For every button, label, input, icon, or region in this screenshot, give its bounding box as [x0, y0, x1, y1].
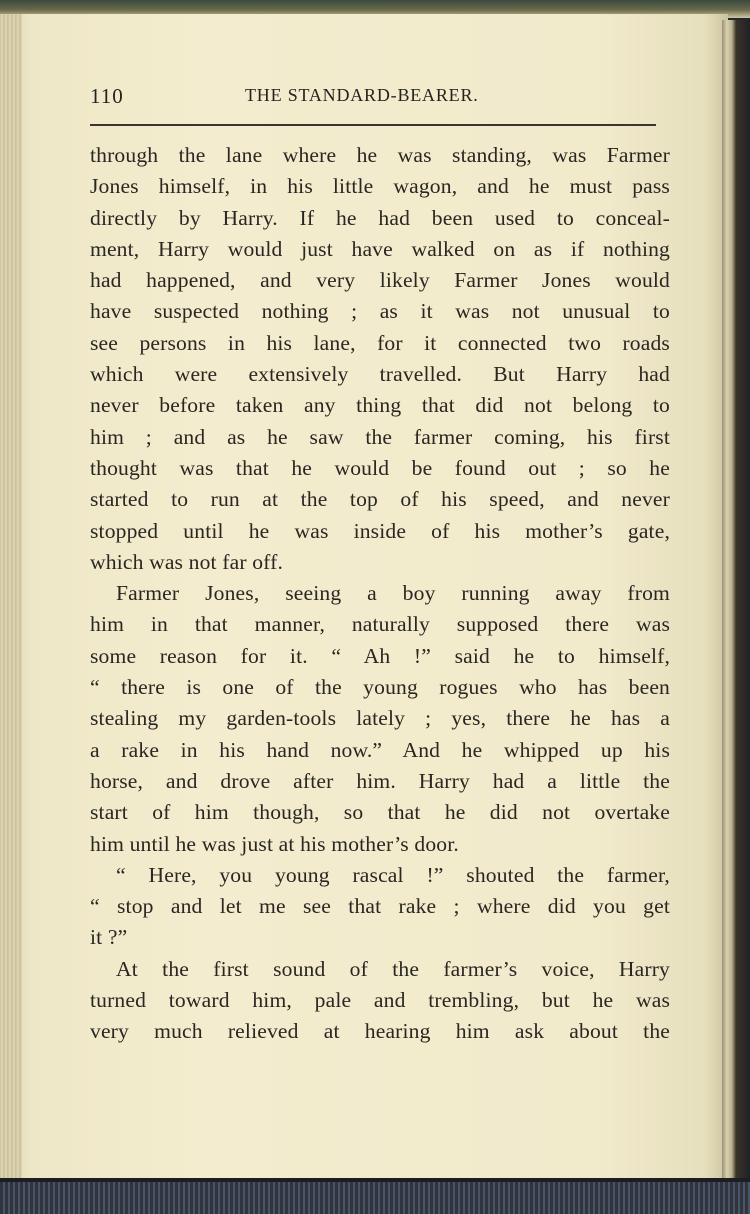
page-number: 110	[90, 84, 124, 108]
text-line: “ Here, you young rascal !” shouted the farmer,	[116, 862, 670, 887]
text-line: Jones himself, in his little wagon, and he must pass	[90, 174, 670, 199]
text-line: stopped until he was inside of his mother’s gate,	[90, 518, 670, 543]
text-line: him until he was just at his mother’s door.	[90, 831, 459, 856]
text-line: him in that manner, naturally supposed there was	[90, 612, 670, 637]
text-line: stealing my garden-tools lately ; yes, there he has a	[90, 706, 670, 731]
text-line: some reason for it. “ Ah !” said he to himself,	[90, 643, 670, 668]
text-line: have suspected nothing ; as it was not unusual to	[90, 299, 670, 324]
text-line: thought was that he would be found out ; so he	[90, 455, 670, 480]
text-line: which was not far off.	[90, 549, 283, 574]
page-gutter-leaves	[0, 14, 22, 1180]
text-line: “ there is one of the young rogues who has been	[90, 675, 670, 700]
text-line: Farmer Jones, seeing a boy running away from	[116, 581, 670, 606]
text-line: directly by Harry. If he had been used to conceal-	[90, 205, 670, 230]
page-stack-edge	[722, 20, 750, 1180]
text-line: through the lane where he was standing, was Farmer	[90, 143, 670, 167]
text-line: turned toward him, pale and trembling, but he was	[90, 988, 670, 1013]
text-line: see persons in his lane, for it connected two roads	[90, 330, 670, 355]
text-line: very much relieved at hearing him ask about the	[90, 1019, 670, 1044]
text-line: had happened, and very likely Farmer Jones would	[90, 268, 670, 293]
text-line: horse, and drove after him. Harry had a little the	[90, 768, 670, 793]
text-line: a rake in his hand now.” And he whipped up his	[90, 737, 670, 762]
text-line: which were extensively travelled. But Harry had	[90, 362, 670, 387]
text-line: him ; and as he saw the farmer coming, his first	[90, 424, 670, 449]
text-line: never before taken any thing that did not belong to	[90, 393, 670, 418]
page-header	[90, 84, 670, 114]
text-line: ment, Harry would just have walked on as if nothing	[90, 236, 670, 261]
text-line: “ stop and let me see that rake ; where did you get	[90, 894, 670, 919]
book-cover-edge	[0, 1182, 750, 1214]
header-rule	[90, 124, 656, 126]
text-line: At the first sound of the farmer’s voice, Harry	[116, 956, 670, 981]
running-head: THE STANDARD-BEARER.	[245, 85, 479, 105]
text-line: start of him though, so that he did not overtake	[90, 800, 670, 825]
text-line: it ?”	[90, 925, 128, 950]
text-line: started to run at the top of his speed, and never	[90, 487, 670, 512]
body-text	[90, 140, 670, 1048]
